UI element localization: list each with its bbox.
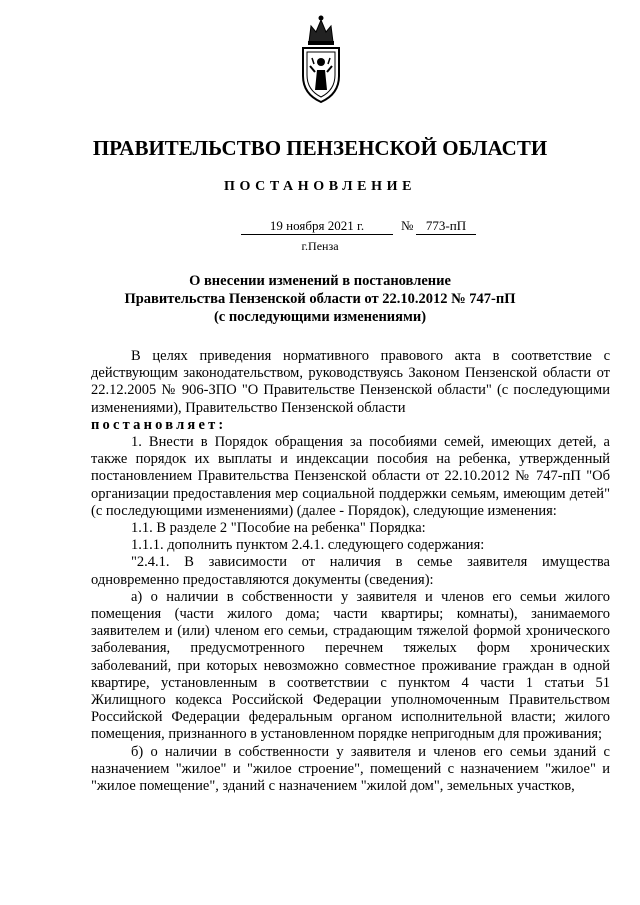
document-number: 773-пП <box>416 218 476 235</box>
paragraph-2-4-1: "2.4.1. В зависимости от наличия в семье заявителя имущества одновременно предоставляются документы (сведения): <box>91 554 610 588</box>
document-type: ПОСТАНОВЛЕНИЕ <box>223 179 417 194</box>
heading-line-3: (с последующими изменениями) <box>213 309 427 325</box>
heading-line-1: О внесении изменений в постановление <box>189 273 451 289</box>
preamble-text: В целях приведения нормативного правового акта в соответствие с действующим законодательством, руководствуясь Законом Пензенской области от 22.12.2005 № 906-ЗПО "О Правительстве Пензенской области" (с последующими изменениями), Правительство Пензенской области <box>91 348 610 416</box>
coat-of-arms-icon <box>296 12 346 108</box>
decree-word: постановляет: <box>91 416 227 433</box>
number-sign: № <box>401 218 414 233</box>
document-date: 19 ноября 2021 г. <box>241 218 393 235</box>
document-heading <box>0 272 640 326</box>
paragraph-1-1-1: 1.1.1. дополнить пунктом 2.4.1. следующего содержания: <box>131 537 485 554</box>
paragraph-1-1: 1.1. В разделе 2 "Пособие на ребенка" Порядка: <box>131 520 426 537</box>
heading-line-2: Правительства Пензенской области от 22.10.2012 № 747-пП <box>124 291 516 307</box>
document-body <box>91 348 610 795</box>
paragraph-a: а) о наличии в собственности у заявителя и членов его семьи жилого помещения (части жилого дома; части квартиры; комнаты), занимаемого заявителем и (или) членом его семьи, страдающим тяжелой формой хронического заболевания, предусмотренного перечнем тяжелых форм хронических заболеваний, при которых невозможно совместное проживание граждан в одной квартире, установленным в соответствии с пунктом 4 части 1 статьи 51 Жилищного кодекса Российской Федерации уполномоченным Правительством Российской Федерации федеральным органом исполнительной власти; жилого помещения, признанного в установленном порядке непригодным для проживания; <box>91 588 610 743</box>
org-title: ПРАВИТЕЛЬСТВО ПЕНЗЕНСКОЙ ОБЛАСТИ <box>92 136 548 160</box>
paragraph-1: 1. Внести в Порядок обращения за пособиями семей, имеющих детей, а также порядок их выплаты и индексации пособия на ребенка, утвержденный постановлением Правительства Пензенской области от 22.10.2012 № 747-пП "Об организации предоставления мер социальной поддержки семьям, имеющим детей" (с последующими изменениями) (далее - Порядок), следующие изменения: <box>91 434 610 519</box>
preamble-paragraph <box>91 348 610 434</box>
document-place: г.Пенза <box>301 239 339 253</box>
paragraph-b: б) о наличии в собственности у заявителя и членов его семьи зданий с назначением "жилое" и "жилое строение", помещений с назначением "жилое" и "жилое помещение", зданий с назначением "жилой дом", земельных участков, <box>91 743 610 795</box>
